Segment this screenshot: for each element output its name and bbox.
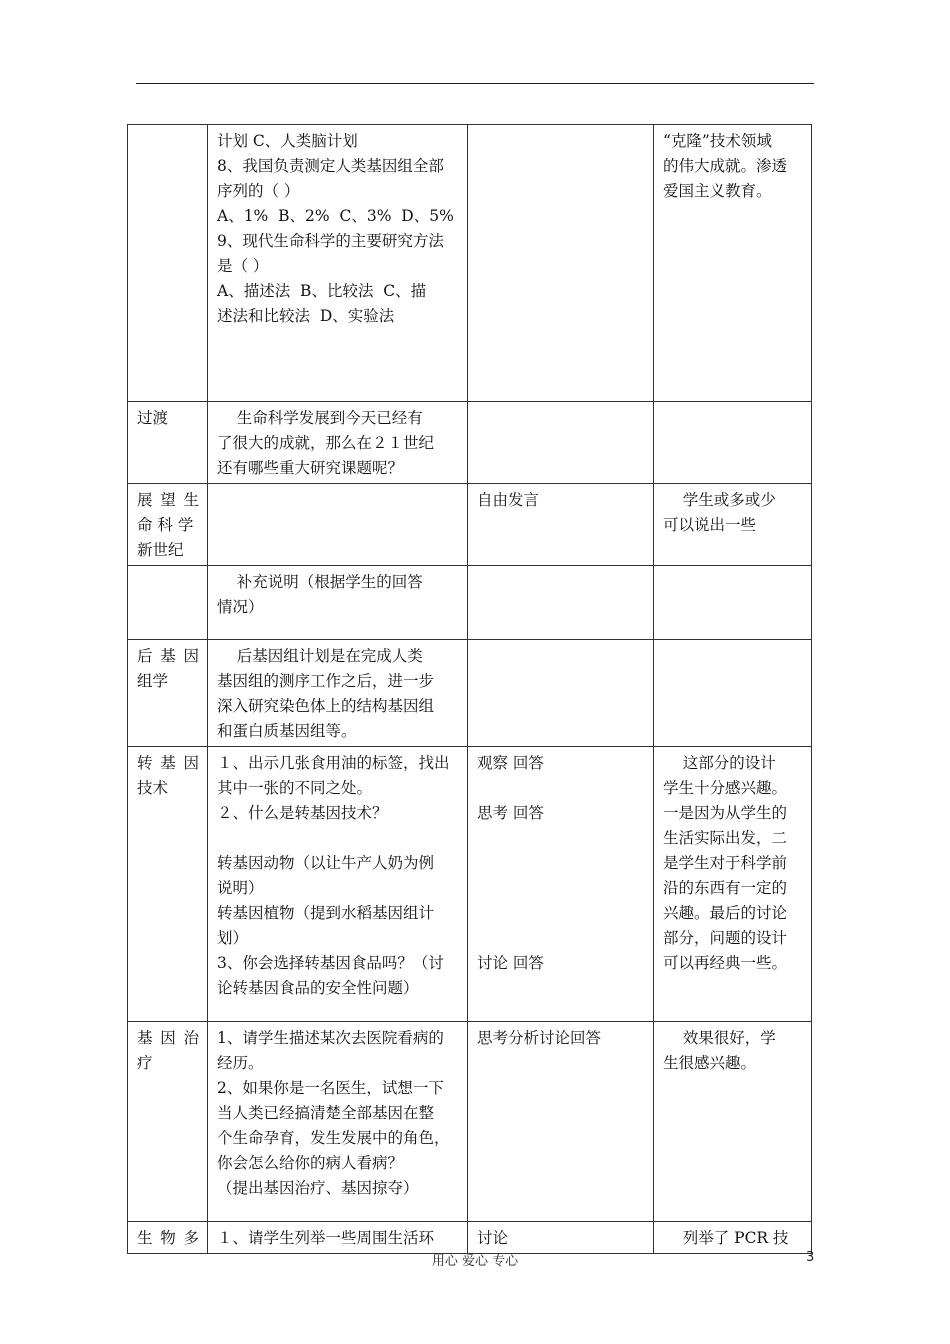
cell-line: １、请学生列举一些周围生活环 (217, 1229, 435, 1247)
table-row (128, 402, 812, 484)
cell-line: 序列的（ ） (217, 182, 300, 200)
cell-line: 9、现代生命科学的主要研究方法 (217, 232, 444, 250)
activity-cell (468, 402, 654, 484)
cell-line: （提出基因治疗、基因掠夺） (217, 1179, 419, 1197)
cell-line (477, 851, 645, 876)
cell-line: 沿的东西有一定的 (663, 879, 788, 897)
cell-line: 转基因动物（以让牛产人奶为例 (217, 854, 435, 872)
cell-line: １、出示几张食用油的标签，找出 (217, 754, 450, 772)
topic-cell (128, 640, 208, 747)
table-row (128, 747, 812, 1022)
cell-line: 兴趣。最后的讨论 (663, 904, 788, 922)
content-cell (208, 402, 468, 484)
page-number: 3 (806, 1250, 815, 1265)
content-cell (208, 1222, 468, 1254)
cell-line: A、1% B、2% C、3% D、5% (217, 207, 454, 225)
cell-line: 生活实际出发，二 (663, 829, 788, 847)
cell-line (477, 876, 645, 901)
cell-line: 自由发言 (477, 491, 540, 509)
cell-line: 过渡 (137, 409, 169, 427)
table-row (128, 125, 812, 402)
cell-line: 你会怎么给你的病人看病？ (217, 1154, 404, 1172)
note-cell (654, 125, 812, 402)
cell-line: 后基因组计划是在完成人类 (217, 647, 423, 665)
cell-line: A、描述法 B、比较法 C、描 (217, 282, 427, 300)
cell-line (217, 826, 459, 851)
cell-line: 这部分的设计 (663, 754, 776, 772)
cell-line: 是（ ） (217, 257, 269, 275)
topic-cell (128, 484, 208, 566)
cell-line: 其中一张的不同之处。 (217, 779, 373, 797)
activity-cell (468, 484, 654, 566)
content-cell (208, 125, 468, 402)
cell-line: 一是因为从学生的 (663, 804, 788, 822)
cell-line: 讨论 回答 (477, 954, 544, 972)
cell-line: 1、请学生描述某次去医院看病的 (217, 1029, 444, 1047)
content-cell (208, 640, 468, 747)
cell-line: 深入研究染色体上的结构基因组 (217, 697, 435, 715)
cell-line: 转 基 因 (137, 754, 199, 772)
content-cell (208, 747, 468, 1022)
cell-line: 还有哪些重大研究课题呢？ (217, 459, 404, 477)
table-row (128, 566, 812, 640)
cell-line: 论转基因食品的安全性问题） (217, 979, 419, 997)
table-row (128, 484, 812, 566)
footer-motto: 用心 爱心 专心 (431, 1254, 519, 1269)
activity-cell (468, 747, 654, 1022)
cell-line: 生很感兴趣。 (663, 1054, 757, 1072)
cell-line: 后 基 因 (137, 647, 199, 665)
table-row (128, 640, 812, 747)
cell-line: 可以再经典一些。 (663, 954, 788, 972)
note-cell (654, 747, 812, 1022)
topic-cell (128, 125, 208, 402)
cell-line: ２、什么是转基因技术？ (217, 804, 388, 822)
activity-cell (468, 640, 654, 747)
topic-cell (128, 566, 208, 640)
cell-line (477, 776, 645, 801)
cell-line: 计划 C、人类脑计划 (217, 132, 358, 150)
topic-cell (128, 747, 208, 1022)
cell-line: 的伟大成就。渗透 (663, 157, 788, 175)
cell-line: 3、你会选择转基因食品吗？（讨 (217, 954, 444, 972)
header-rule (136, 83, 814, 84)
cell-line: 学生十分感兴趣。 (663, 779, 788, 797)
cell-line: 效果很好，学 (663, 1029, 776, 1047)
cell-line: 观察 回答 (477, 754, 544, 772)
cell-line: 生命科学发展到今天已经有 (217, 409, 423, 427)
cell-line: 是学生对于科学前 (663, 854, 788, 872)
cell-line: 展 望 生 (137, 491, 199, 509)
cell-line: 补充说明（根据学生的回答 (217, 573, 423, 591)
cell-line: 述法和比较法 D、实验法 (217, 307, 395, 325)
note-cell (654, 640, 812, 747)
cell-line: 基 因 治 (137, 1029, 199, 1047)
cell-line: 思考分析讨论回答 (477, 1029, 602, 1047)
note-cell (654, 566, 812, 640)
cell-line: 组学 (137, 672, 169, 690)
cell-line: 爱国主义教育。 (663, 182, 772, 200)
cell-line: 转基因植物（提到水稻基因组计 (217, 904, 435, 922)
cell-line: 讨论 (477, 1229, 509, 1247)
cell-line (477, 926, 645, 951)
cell-line: 了很大的成就，那么在２１世纪 (217, 434, 435, 452)
cell-line: 划） (217, 929, 249, 947)
activity-cell (468, 1022, 654, 1222)
activity-cell (468, 125, 654, 402)
cell-line: 部分，问题的设计 (663, 929, 788, 947)
cell-line: 和蛋白质基因组等。 (217, 722, 357, 740)
note-cell (654, 1022, 812, 1222)
cell-line: 个生命孕育，发生发展中的角色， (217, 1129, 450, 1147)
activity-cell (468, 1222, 654, 1254)
activity-cell (468, 566, 654, 640)
table-body (128, 125, 812, 1254)
topic-cell (128, 1222, 208, 1254)
cell-line (477, 826, 645, 851)
cell-line (477, 901, 645, 926)
cell-line: 经历。 (217, 1054, 264, 1072)
cell-line: 新世纪 (137, 541, 184, 559)
cell-line: 思考 回答 (477, 804, 544, 822)
note-cell (654, 402, 812, 484)
cell-line: 列举了 PCR 技 (663, 1229, 789, 1247)
cell-line: 可以说出一些 (663, 516, 757, 534)
content-cell (208, 1022, 468, 1222)
cell-line: “克隆”技术领域 (663, 132, 772, 150)
content-cell (208, 484, 468, 566)
table-row (128, 1022, 812, 1222)
note-cell (654, 484, 812, 566)
cell-line: 学生或多或少 (663, 491, 776, 509)
cell-line: 情况） (217, 598, 264, 616)
cell-line: 命 科 学 (137, 516, 194, 534)
cell-line: 技术 (137, 779, 169, 797)
cell-line: 8、我国负责测定人类基因组全部 (217, 157, 444, 175)
cell-line: 基因组的测序工作之后，进一步 (217, 672, 435, 690)
cell-line: 生 物 多 (137, 1229, 199, 1247)
lesson-plan-table (127, 124, 812, 1254)
content-cell (208, 566, 468, 640)
topic-cell (128, 1022, 208, 1222)
cell-line: 疗 (137, 1054, 153, 1072)
cell-line: 当人类已经搞清楚全部基因在整 (217, 1104, 435, 1122)
cell-line: 说明） (217, 879, 264, 897)
note-cell (654, 1222, 812, 1254)
table-row (128, 1222, 812, 1254)
topic-cell (128, 402, 208, 484)
cell-line: 2、如果你是一名医生，试想一下 (217, 1079, 444, 1097)
